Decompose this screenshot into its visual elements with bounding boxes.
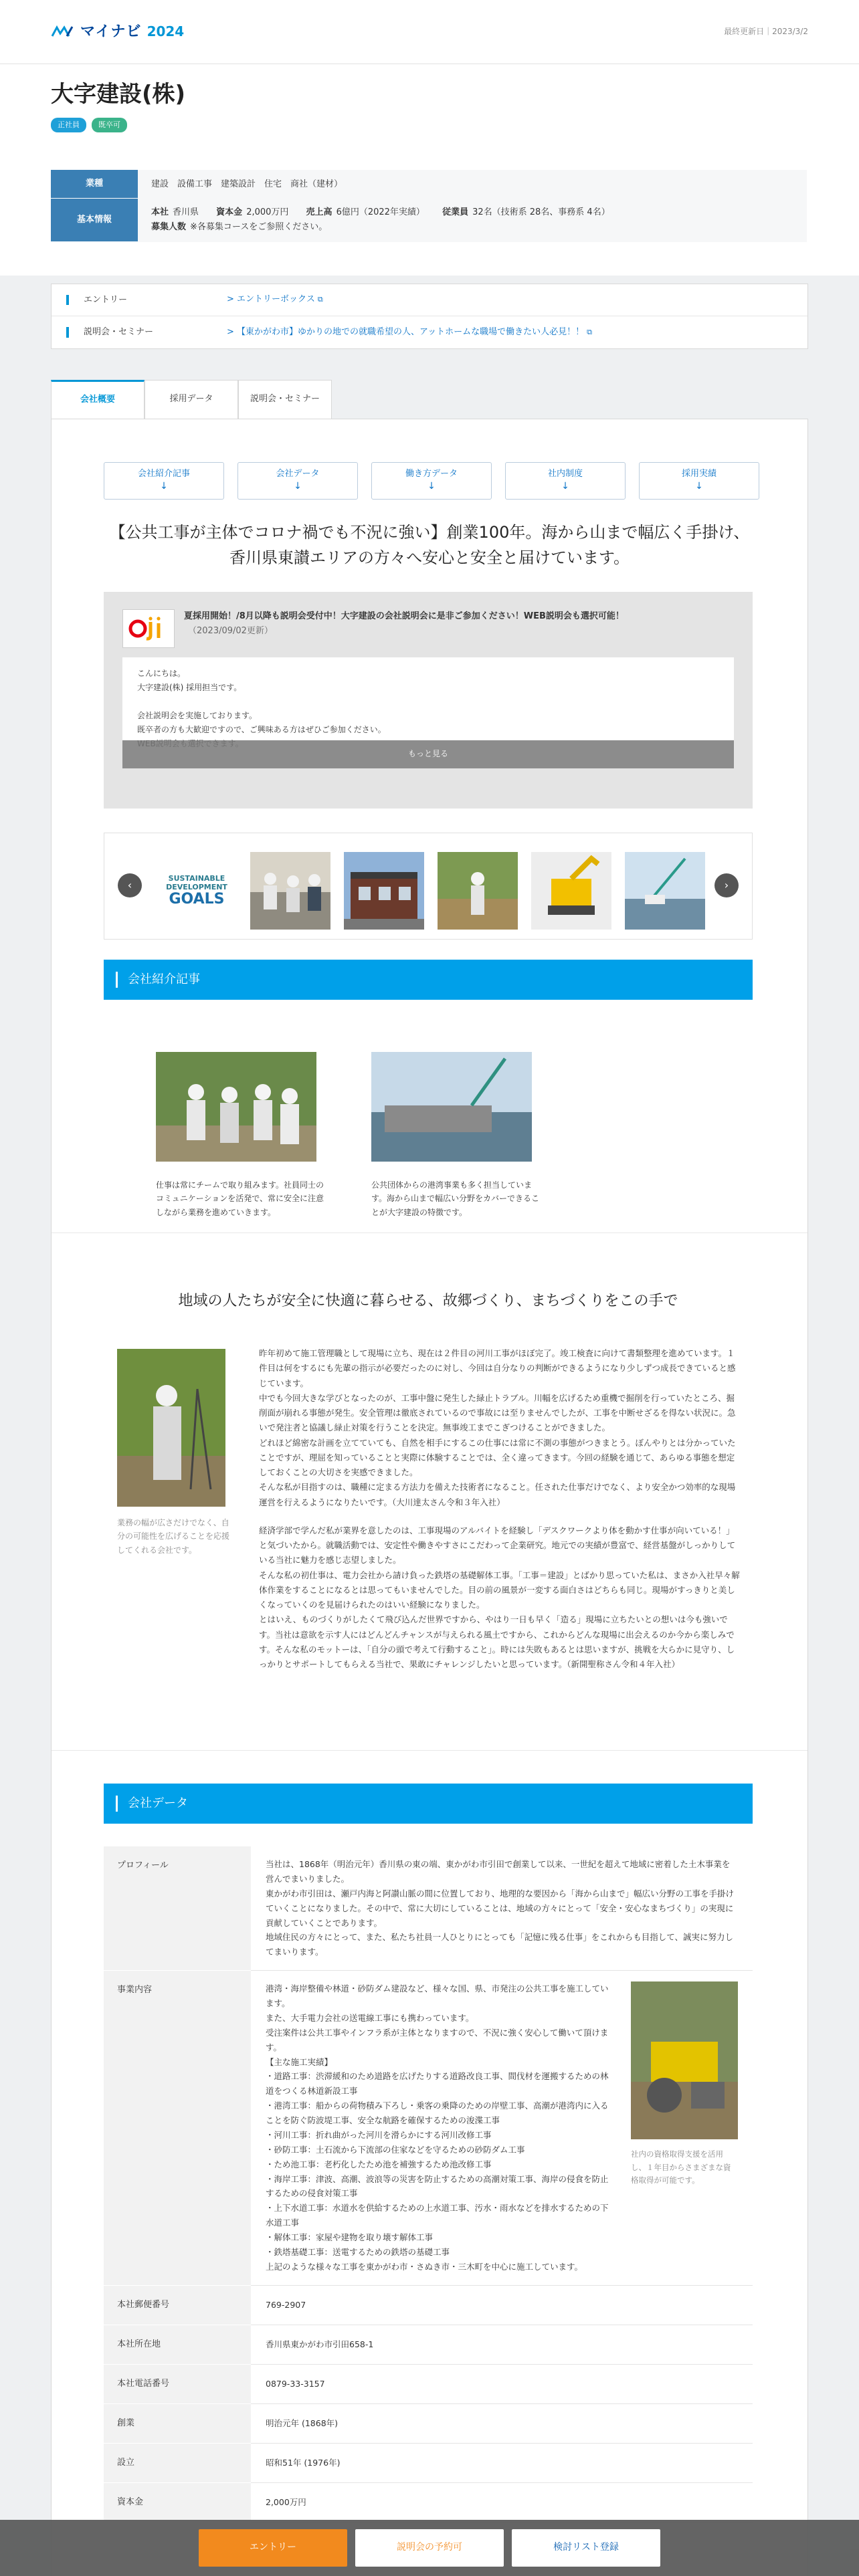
tag-fulltime: 正社員 [51,118,86,133]
article-caption: 仕事は常にチームで取り組みます。社員同士のコミュニケーションを活発で、常に安全に注意しながら業務を進めていきます。 [156,1180,324,1217]
section-divider [52,1232,807,1233]
entry-button[interactable]: エントリー [199,2529,347,2567]
meeting-photo [250,852,330,930]
last-updated: 最終更新日｜2023/3/2 [724,27,808,37]
gallery-prev-button[interactable] [118,873,142,897]
row-value-business [251,1971,753,2286]
sales-value: 6億円（2022年実績） [336,207,425,217]
logo-text: マイナビ [80,23,142,40]
photo-gallery [104,833,753,940]
table-row [104,2285,753,2325]
anchor-label: 働き方データ [405,469,458,479]
row-key: 資本金 [104,2483,251,2523]
anchor-company-articles[interactable] [104,462,224,500]
story-paragraph [259,1346,741,1510]
company-name: 大字建設(株) [51,81,186,108]
row-value: 明治元年 (1868年) [251,2403,753,2443]
top-header [0,0,859,64]
office-building-photo [344,852,424,930]
tab-seminar[interactable]: 説明会・セミナー [238,380,332,419]
article-list [156,1052,547,1219]
table-row [104,2444,753,2483]
section-divider [52,1750,807,1751]
excavator-photo [531,852,611,930]
story-line: とはいえ、ものづくりがしたくて飛び込んだ世界ですから、やはり一日も早く「造る」現場に立ちたいとの想いは今も強いです。当社は意欲を示す人にはどんどんチャンスが与えられる風土ですから、これからどんな現場に出会えるのか今から楽しみです。そんな私のモットーは、「自分の頭で考えて行動すること」。時には失敗もあるとは思いますが、挑戦を大らかに見守り、しっかりとサポートしてもらえる当社で、果敢にチャレンジしたいと思っています。（新開聖称さん令和４年入社） [259,1614,735,1669]
capital-value: 2,000万円 [246,207,289,217]
story-line: 経済学部で学んだ私が業界を意したのは、工事現場のアルバイトを経験し「デスクワークより体を動かす仕事が向いている！」と気づいたから。就職活動では、安定性や働きやすさにこだわって企業研究。地元での実績が豊富で、経営基盤がしっかりしている当社に魅力を感じ志望しました。 [259,1525,736,1566]
gallery-item-photo[interactable] [531,852,611,930]
story-text [259,1346,741,1685]
external-link-icon: ⧉ [317,295,323,304]
section-heading-articles: 会社紹介記事 [104,960,753,1000]
anchor-company-data[interactable] [237,462,358,500]
tag-graduate-ok: 既卒可 [92,118,127,133]
sdgs-text: SUSTAINABLE [168,873,225,883]
story-line: 昨年初めて施工管理職として現場に立ち、現在は２件目の河川工事がほぼ完了。竣工検査に向けて書類整理を進めています。１件目は何をするにも先輩の指示が必要だったのに対し、今回は自分なりの判断ができるようになり少しずつ成長できていると感じています。 [259,1348,736,1388]
story-line: そんな私が目指すのは、職種に定まる方法力を備えた技術者になること。任された仕事だけでなく、より安全かつ効率的な現場運営を行えるようになりたいです。（大川達太さん令和３年入社） [259,1482,736,1507]
seminar-row-label: 説明会・セミナー [66,327,213,338]
story-paragraph [259,1523,741,1673]
basic-info-table [51,170,807,241]
entry-row-label: エントリー [66,295,213,306]
entry-box [51,284,808,349]
site-logo[interactable] [51,19,184,44]
company-headline: 【公共工事が主体でコロナ禍でも不況に強い】創業100年。海から山まで幅広く手掛け、香川県東讃エリアの方々へ安心と安全と届けています。 [109,523,750,568]
anchor-workstyle-data[interactable] [371,462,492,500]
article-caption: 公共団体からの港湾事業も多く担当しています。海から山まで幅広い分野をカバーできることが大字建設の特徴です。 [371,1180,540,1217]
anchor-label: 社内制度 [547,469,583,479]
article-card [156,1052,331,1219]
company-logo-icon [122,609,175,648]
industry-label: 業種 [51,170,138,199]
notice-more-button[interactable]: もっと見る [122,740,734,768]
notice-title-text: 夏採用開始！/8月以降も説明会受付中！大字建設の会社説明会に是非ご参加ください！WEB説明会も選択可能！ [184,611,624,621]
article-card [371,1052,547,1219]
arrow-down-icon: ↓ [561,481,569,492]
business-text: 港湾・海岸整備や林道・砂防ダム建設など、様々な国、県、市発注の公共工事を施工しています。 また、大手電力会社の送電線工事にも携わっています。 受注案件は公共工事やインフラ系が主体となりますので、不況に強く安心して働いて頂けます。 【主な施工実績】 ・道路工事：渋滞緩和のため道路を広げたりする道路改良工事、間伐材を運搬するための林道をつくる林道新設工事 ・港湾工事：船からの荷物積み下ろし・乗客の乗降のための岸壁工事、高潮が港湾内に入ることを防ぐ防波堤工事、安全な航路を確保するための浚渫工事 ・河川工事：折れ曲がった河川を滑らかにする河川改修工事 ・砂防工事：土石流から下流部の住家などを守るための砂防ダム工事 ・ため池工事：老朽化したため池を補強するため池改修工事 ・海岸工事：津波、高潮、波浪等の災害を防止するための高潮対策工事、海岸の侵食を防止するための侵食対策工事 ・上下水道工事：水道水を供給するための上水道工事、汚水・雨水などを排水するための下水道工事 ・解体工事：家屋や建物を取り壊す解体工事 ・鉄塔基礎工事：送電するための鉄塔の基礎工事 上記のような様々な工事を東かがわ市・さぬき市・三木町を中心に施工しています。 [266,1983,609,2272]
row-value: 2,000万円 [251,2483,753,2523]
seminar-reserve-button[interactable]: 説明会の予約可 [355,2529,504,2567]
arrow-down-icon: ↓ [160,481,168,492]
field-survey-photo [438,852,518,930]
notice-line: 会社説明会を実施しております。 [137,711,258,720]
story-title: 地域の人たちが安全に快適に暮らせる、故郷づくり、まちづくりをこの手で [178,1293,678,1309]
hq-value: 香川県 [173,207,199,217]
row-key: 本社所在地 [104,2325,251,2364]
roller-machine-photo [631,1981,738,2139]
row-key: 本社電話番号 [104,2364,251,2403]
tab-recruit-data[interactable]: 採用データ [145,380,238,419]
bottom-action-bar [0,2520,859,2576]
table-row [104,2364,753,2403]
recruit-value: ※各募集コースをご参照ください。 [190,221,328,232]
story-line: そんな私の初仕事は、電力会社から請け負った鉄塔の基礎解体工事。「工事＝建設」とばかり思っていた私は、まさか入社早々解体作業をすることになるとは思ってもいませんでした。目の前の風景が一変する面白さはどちらも同じ。現場がすっきりと美しくなっていくのを見届けられたのはいい経験になりました。 [259,1570,740,1610]
entry-box-link[interactable] [213,292,323,307]
notice-date: （2023/09/02更新） [188,626,273,637]
row-value: 当社は、1868年（明治元年）香川県の東の端、東かがわ市引田で創業して以来、一世紀を超えて地域に密着した土木事業を営んでまいりました。 東かがわ市引田は、瀬戸内海と阿讃山脈の間に位置しており、地理的な要因から「海から山まで」幅広い分野の工事を手掛けていくことになりました。その中で、常に大切にしていることは、地域の方々にとって「安全・安心なまちづくり」の実現に貢献していくことであります。 地域住民の方々にとって、また、私たち社員一人ひとりにとっても「記憶に残る仕事」をこれからも目指して、誠実に努力してまいります。 [251,1846,753,1971]
section-heading-company-data: 会社データ [104,1784,753,1824]
sales-key: 売上高 [306,207,332,217]
sdgs-text: GOALS [169,891,225,908]
industry-value: 建設 設備工事 建築設計 住宅 商社（建材） [151,179,343,189]
entry-box-link-text: エントリーボックス [237,294,315,305]
anchor-nav [104,462,759,500]
harbor-photo [371,1052,532,1162]
basic-info-label: 基本情報 [51,199,138,241]
row-key: 創業 [104,2403,251,2443]
anchor-internal-system[interactable] [505,462,626,500]
gallery-item-photo[interactable] [625,852,705,930]
chevron-right-icon: › [724,879,729,892]
mynavi-logo-icon [51,25,75,37]
story-line: どれほど綿密な計画を立てていても、自然を相手にするこの仕事には常に不測の事態がつきまとう。ぼんやりとは分かっていたことですが、理屈を知っていることと実際に体験することでは、全く違ってきます。今回の経験を通じて、あらゆる事態を想定しておくことの大切さを実感できました。 [259,1437,736,1477]
notice-line: 既卒者の方も大歓迎ですので、ご興味ある方はぜひご参加ください。 [137,725,386,734]
table-row [104,1971,753,2286]
row-value: 769-2907 [251,2285,753,2325]
team-photo [156,1052,316,1162]
arrow-down-icon: ↓ [294,481,302,492]
surveyor-photo [117,1349,225,1507]
sdgs-text: DEVELOPMENT [166,882,227,891]
surveyor-photo-caption: 業務の幅が広さだけでなく、自分の可能性を広げることを応援してくれる会社です。 [117,1518,230,1555]
row-value: 香川県東かがわ市引田658-1 [251,2325,753,2364]
basic-info-section [0,152,859,275]
employees-key: 従業員 [442,207,469,217]
logo-year: 2024 [147,23,185,40]
anchor-label: 会社データ [276,469,320,479]
row-key: 事業内容 [104,1971,251,2286]
page-tabs [51,380,332,419]
table-row [104,2403,753,2443]
company-header [0,64,859,152]
capital-key: 資本金 [216,207,243,217]
main-panel [51,419,808,2576]
entry-row [52,284,807,316]
arrow-down-icon: ↓ [427,481,436,492]
harbor-crane-photo [625,852,705,930]
seminar-row [52,316,807,348]
gallery-item-photo[interactable] [438,852,518,930]
row-value: 0879-33-3157 [251,2364,753,2403]
notice-spacer [137,695,719,709]
seminar-notice [104,592,753,809]
gallery-item-sdgs[interactable] [157,852,237,930]
notice-line: こんにちは。 [137,669,186,678]
anchor-hiring-results[interactable] [639,462,759,500]
gallery-item-photo[interactable] [344,852,424,930]
anchor-label: 会社紹介記事 [137,469,190,479]
notice-line: 大字建設(株) 採用担当です。 [137,683,242,692]
table-row [104,1846,753,1971]
gallery-item-photo[interactable] [250,852,330,930]
employees-value: 32名（技術系 28名、事務系 4名） [472,207,610,217]
tab-company-overview[interactable]: 会社概要 [51,380,145,419]
seminar-link[interactable] [213,325,592,340]
table-row [104,2325,753,2364]
recruit-key: 募集人数 [151,221,187,232]
company-tags [51,118,808,133]
business-content [266,1981,738,2274]
oji-logo-icon [128,615,169,642]
notice-body [122,657,734,768]
company-data-table [104,1846,753,2523]
gallery-next-button[interactable] [714,873,739,897]
business-photo-caption: 社内の資格取得支援を活用し、１年目からさまざまな資格取得が可能です。 [631,2149,731,2185]
notice-head [122,609,734,648]
basic-info-value [138,199,807,241]
gallery-items [157,852,705,930]
notice-title [184,609,666,648]
external-link-icon: ⧉ [587,327,592,336]
arrow-down-icon: ↓ [695,481,703,492]
row-key: プロフィール [104,1846,251,1971]
chevron-left-icon: ‹ [127,879,132,892]
row-key: 設立 [104,2444,251,2483]
table-row [104,2483,753,2523]
story-line: 中でも今回大きな学びとなったのが、工事中盤に発生した緑止トラブル。川幅を広げるため重機で掘削を行っていたところ、掘削面が崩れる事態が発生。安全管理は徹底されているので事故には至りませんでしたが、工事を中断せざるを得ない状況に。急いで発注者と協議し緑止対策を行うことを決定。無事竣工までこぎつけることができました。 [259,1392,736,1433]
add-to-list-button[interactable]: 検討リスト登録 [512,2529,660,2567]
row-key: 本社郵便番号 [104,2285,251,2325]
anchor-label: 採用実績 [681,469,717,479]
business-photo-block [631,1981,738,2274]
row-value: 昭和51年 (1976年) [251,2444,753,2483]
seminar-link-text: 【東かがわ市】ゆかりの地での就職希望の人、アットホームな職場で働きたい人必見！！ [237,326,585,337]
hq-key: 本社 [151,207,169,217]
